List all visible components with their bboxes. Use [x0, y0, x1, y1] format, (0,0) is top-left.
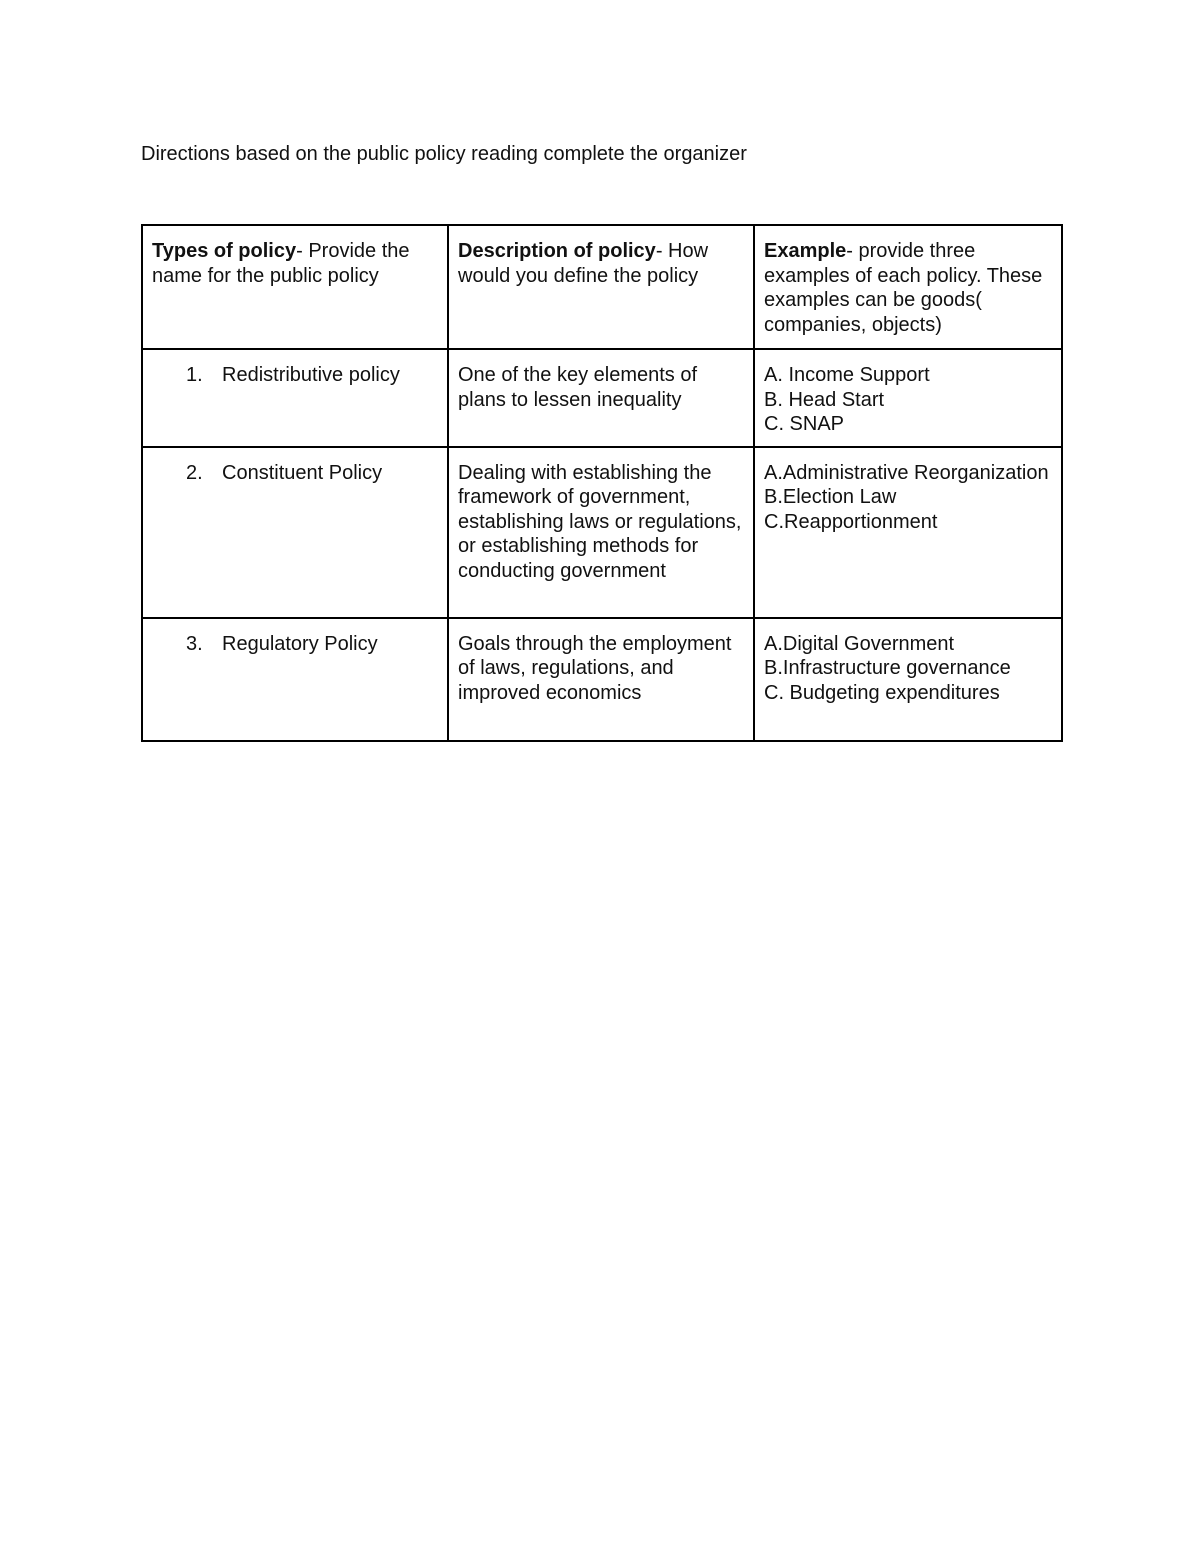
header-example-label: Example [764, 240, 847, 262]
header-types-instruction: - Provide the name for the public policy [152, 240, 410, 287]
example-item: C.Reapportionment [764, 510, 938, 533]
description-cell: Dealing with establishing the framework of government, establishing laws or regulations, or establishing methods for conducting government [448, 447, 754, 618]
table-row [142, 447, 1062, 618]
header-cell-types [142, 225, 448, 349]
directions-text: Directions based on the public policy reading complete the organizer [141, 143, 747, 165]
example-item: A.Digital Government [764, 632, 955, 655]
row-number: 3. [186, 632, 203, 655]
example-item: B.Infrastructure governance [764, 657, 1011, 679]
example-item: C. Budgeting expenditures [764, 681, 1000, 704]
type-cell [142, 618, 448, 741]
examples-cell [754, 447, 1062, 618]
header-example-instruction: - provide three examples of each policy. These examples can be goods( companies, objects) [764, 240, 1043, 336]
example-item: B.Election Law [764, 486, 897, 508]
description-cell: One of the key elements of plans to lessen inequality [448, 349, 754, 447]
examples-cell [754, 349, 1062, 447]
header-cell-example [754, 225, 1062, 349]
policy-type: Regulatory Policy [222, 632, 378, 655]
example-item: C. SNAP [764, 413, 845, 435]
table-header-row [142, 225, 1062, 349]
example-item: A. Income Support [764, 364, 930, 386]
description-cell: Goals through the employment of laws, regulations, and improved economics [448, 618, 754, 741]
row-number: 1. [186, 364, 203, 386]
policy-type: Redistributive policy [222, 364, 400, 386]
example-item: A.Administrative Reorganization [764, 461, 1049, 484]
table-row [142, 618, 1062, 741]
type-cell [142, 447, 448, 618]
example-item: B. Head Start [764, 388, 885, 411]
header-description-label: Description of policy [458, 240, 656, 262]
policy-type: Constituent Policy [222, 461, 383, 484]
header-types-label: Types of policy [152, 240, 297, 262]
header-description-instruction: - How would you define the policy [458, 240, 709, 287]
table-row [142, 349, 1062, 447]
type-cell [142, 349, 448, 447]
header-cell-description [448, 225, 754, 349]
row-number: 2. [186, 461, 203, 484]
examples-cell [754, 618, 1062, 741]
policy-organizer-table [141, 224, 1063, 742]
